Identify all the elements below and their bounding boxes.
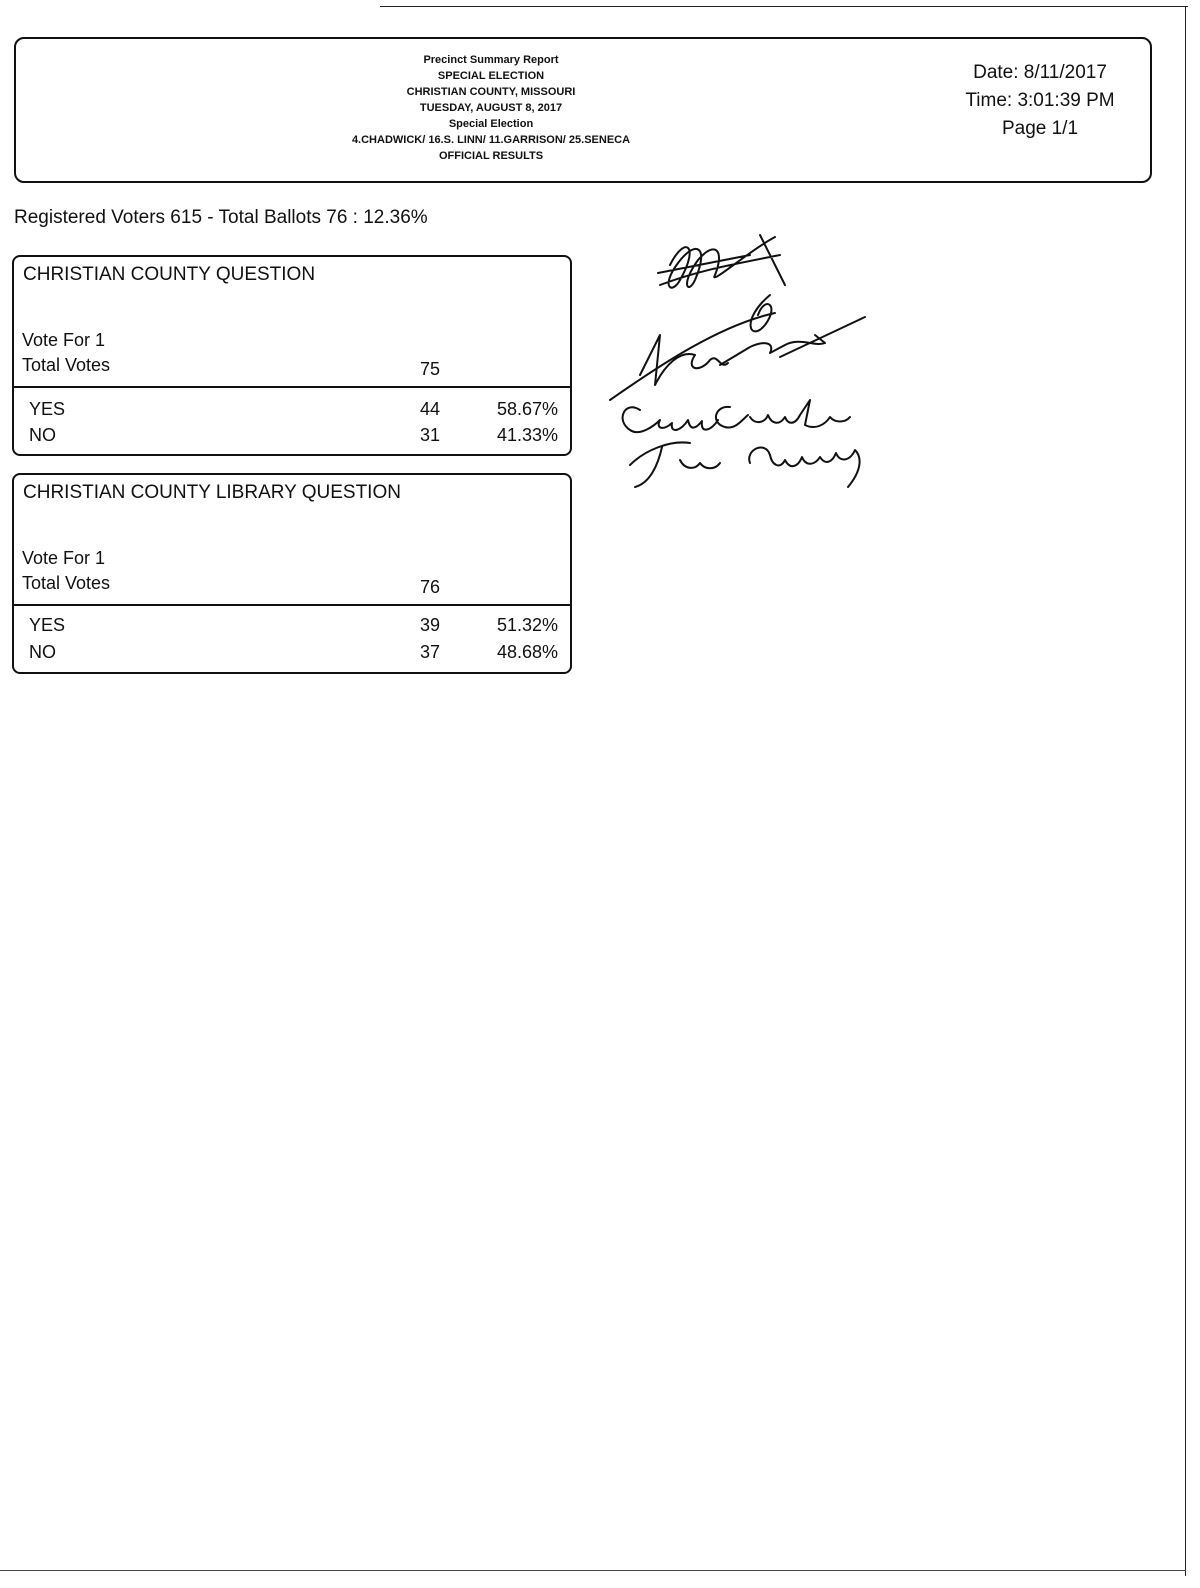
registration-summary: Registered Voters 615 - Total Ballots 76 : 12.36% (14, 207, 428, 228)
report-header (14, 37, 1152, 183)
choice-name: YES (29, 615, 66, 635)
election-name: SPECIAL ELECTION (437, 70, 545, 82)
total-votes-value: 76 (419, 577, 440, 597)
choice-votes: 39 (419, 615, 440, 635)
jurisdiction: CHRISTIAN COUNTY, MISSOURI (406, 86, 576, 98)
signatures-icon (600, 225, 900, 495)
precinct-list: 4.CHADWICK/ 16.S. LINN/ 11.GARRISON/ 25.SENECA (351, 134, 631, 146)
contest-box (12, 473, 572, 674)
choice-row (14, 642, 570, 668)
vote-for-label: Vote For 1 (22, 548, 106, 568)
report-time: Time: 3:01:39 PM (965, 90, 1115, 111)
report-title: Precinct Summary Report (423, 54, 559, 66)
contest-box (12, 255, 572, 456)
contest-title: CHRISTIAN COUNTY QUESTION (23, 264, 316, 285)
page-number: Page 1/1 (1001, 118, 1079, 139)
choice-votes: 44 (419, 399, 440, 419)
contest-divider (14, 604, 570, 606)
scan-edge-bottom (0, 1570, 1186, 1571)
scan-edge-top (380, 6, 1188, 7)
choice-percent: 41.33% (496, 425, 558, 445)
choice-percent: 58.67% (496, 399, 558, 419)
choice-votes: 31 (419, 425, 440, 445)
choice-votes: 37 (419, 642, 440, 662)
choice-percent: 48.68% (496, 642, 558, 662)
contest-divider (14, 386, 570, 388)
election-type: Special Election (448, 118, 534, 130)
report-title-block (316, 52, 666, 164)
election-date: TUESDAY, AUGUST 8, 2017 (419, 102, 563, 114)
total-votes-value: 75 (419, 359, 440, 379)
choice-row (14, 399, 570, 425)
report-meta (940, 59, 1140, 143)
vote-for-label: Vote For 1 (22, 330, 106, 350)
total-votes-label: Total Votes (22, 355, 111, 375)
contest-title: CHRISTIAN COUNTY LIBRARY QUESTION (23, 482, 401, 503)
choice-name: YES (29, 399, 66, 419)
choice-row (14, 615, 570, 641)
results-status: OFFICIAL RESULTS (438, 150, 544, 162)
choice-name: NO (29, 425, 56, 445)
scan-edge-right (1185, 6, 1186, 1576)
report-date: Date: 8/11/2017 (973, 62, 1107, 83)
total-votes-label: Total Votes (22, 573, 111, 593)
choice-name: NO (29, 642, 56, 662)
choice-row (14, 425, 570, 451)
choice-percent: 51.32% (496, 615, 558, 635)
